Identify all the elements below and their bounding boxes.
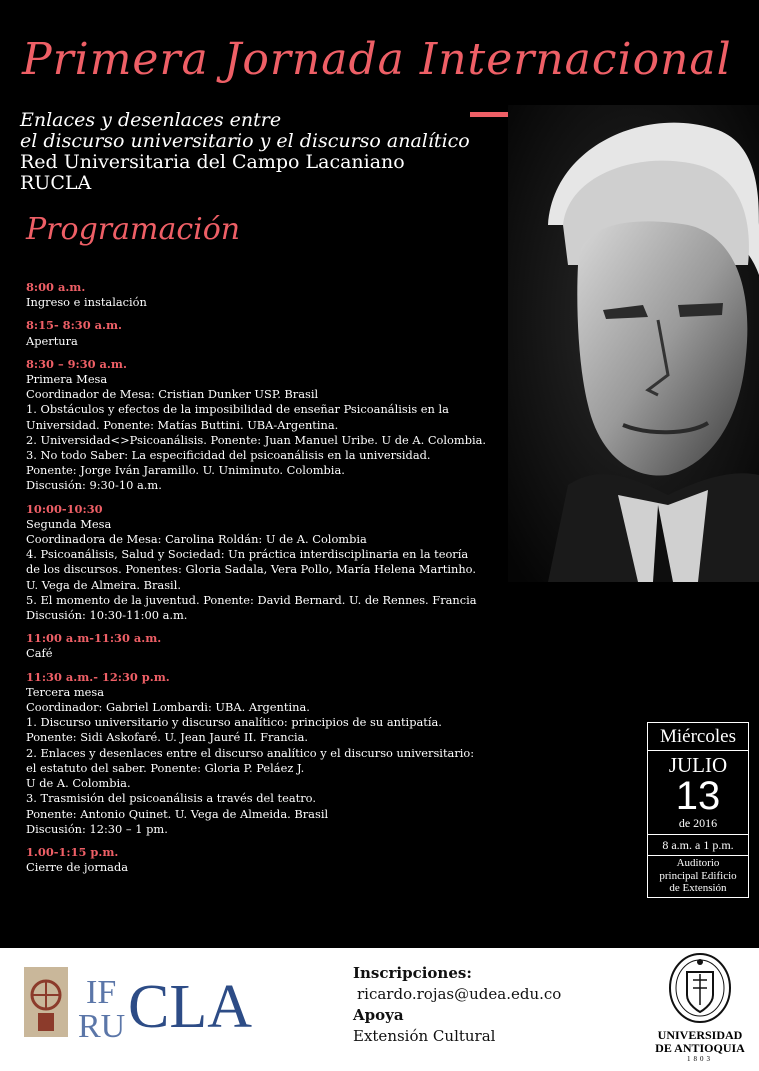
date-main [647, 751, 749, 835]
schedule-text: Coordinador de Mesa: Cristian Dunker USP. Brasil [26, 387, 319, 402]
schedule-time: 8:00 a.m. [26, 280, 86, 294]
schedule-text: 1. Discurso universitario y discurso analítico: principios de su antipatía. [26, 715, 442, 730]
schedule-text: U de A. Colombia. [26, 776, 131, 791]
schedule-text: Ponente: Jorge Iván Jaramillo. U. Uniminuto. Colombia. [26, 463, 345, 478]
network-name: Red Universitaria del Campo Lacaniano [20, 151, 405, 173]
logo-cla: CLA [128, 973, 252, 1041]
schedule-text: Segunda Mesa [26, 516, 112, 531]
schedule-item [26, 631, 496, 661]
apoya-value: Extensión Cultural [353, 1027, 496, 1045]
footer [0, 948, 759, 1071]
schedule-text: Apertura [26, 333, 78, 348]
schedule-text: Discusión: 12:30 – 1 pm. [26, 821, 168, 836]
schedule-time: 1.00-1:15 p.m. [26, 844, 119, 859]
schedule-item [26, 357, 496, 494]
apoya-label: Apoya [353, 1006, 404, 1024]
subtitle-line: Enlaces y desenlaces entre [20, 109, 282, 131]
udea-year: 1803 [687, 1055, 713, 1063]
network-acronym: RUCLA [20, 172, 92, 194]
schedule-text: U. Vega de Almeira. Brasil. [26, 577, 181, 592]
schedule-time: 11:00 a.m-11:30 a.m. [26, 631, 162, 646]
schedule-time: 10:00-10:30 [26, 501, 103, 516]
schedule-text: el estatuto del saber. Ponente: Gloria P. Peláez J. [26, 760, 305, 775]
schedule-text: Café [26, 646, 53, 661]
schedule-time: 8:15- 8:30 a.m. [26, 318, 122, 333]
schedule-text: Ingreso e instalación [26, 295, 147, 310]
date-month: JULIO [668, 753, 728, 777]
schedule-text: Ponente: Antonio Quinet. U. Vega de Almeida. Brasil [26, 806, 329, 821]
schedule-text: Discusión: 9:30-10 a.m. [26, 478, 162, 493]
schedule-text: de los discursos. Ponentes: Gloria Sadala, Vera Pollo, María Helena Martinho. [26, 562, 476, 577]
contact-block [353, 963, 561, 1047]
schedule-item [26, 670, 496, 837]
schedule-text: 4. Psicoanálisis, Salud y Sociedad: Un práctica interdisciplinaria en la teoría [26, 547, 469, 562]
schedule-text: 2. Enlaces y desenlaces entre el discurso analítico y el discurso universitario: [26, 745, 475, 760]
contact-email[interactable]: ricardo.rojas@udea.edu.co [357, 985, 562, 1003]
venue-line: de Extensión [669, 882, 727, 894]
date-venue [647, 856, 749, 898]
schedule-item [26, 318, 496, 348]
subtitle-block [20, 110, 470, 194]
logo-if: IF [86, 974, 117, 1011]
schedule-text: Cierre de jornada [26, 860, 129, 875]
schedule-time: 8:30 – 9:30 a.m. [26, 356, 127, 371]
date-year: de 2016 [678, 816, 718, 830]
date-weekday: Miércoles [647, 722, 749, 751]
schedule-text: 3. No todo Saber: La especificidad del psicoanálisis en la universidad. [26, 448, 431, 463]
venue-line: principal Edificio [659, 869, 737, 882]
schedule-text: Ponente: Sidi Askofaré. U. Jean Jauré II. Francia. [26, 730, 309, 745]
schedule-time: 11:30 a.m.- 12:30 p.m. [26, 669, 170, 684]
udea-seal-icon [665, 950, 735, 1025]
udea-name-line: UNIVERSIDAD [657, 1028, 743, 1042]
venue-line: Auditorio [676, 857, 720, 869]
schedule-item [26, 280, 496, 310]
schedule-text: Coordinador: Gabriel Lombardi: UBA. Argentina. [26, 700, 310, 715]
schedule-text: Tercera mesa [26, 684, 105, 699]
inscripciones-label: Inscripciones: [353, 964, 472, 982]
portrait-photo [508, 105, 759, 582]
udea-logo [655, 950, 745, 1065]
logo-ru: RU [78, 1008, 126, 1045]
event-title: Primera Jornada Internacional [22, 34, 732, 85]
udea-name-line: DE ANTIOQUIA [655, 1041, 745, 1055]
date-box [647, 722, 749, 898]
schedule-item [26, 845, 496, 875]
schedule-text: Universidad. Ponente: Matías Buttini. UBA-Argentina. [26, 417, 339, 432]
date-hours: 8 a.m. a 1 p.m. [647, 835, 749, 856]
schedule-text: 2. Universidad<>Psicoanálisis. Ponente: Juan Manuel Uribe. U de A. Colombia. [26, 432, 487, 447]
schedule-text: Discusión: 10:30-11:00 a.m. [26, 608, 188, 623]
schedule-text: 1. Obstáculos y efectos de la imposibilidad de enseñar Psicoanálisis en la [26, 402, 449, 417]
date-day-number: 13 [675, 774, 721, 818]
schedule-text: 5. El momento de la juventud. Ponente: David Bernard. U. de Rennes. Francia [26, 592, 477, 607]
programacion-heading: Programación [26, 212, 241, 247]
schedule-text: 3. Trasmisión del psicoanálisis a través del teatro. [26, 791, 316, 806]
subtitle-line: el discurso universitario y el discurso analítico [20, 130, 470, 152]
schedule-text: Coordinadora de Mesa: Carolina Roldán: U de A. Colombia [26, 532, 367, 547]
schedule-item [26, 502, 496, 624]
schedule-text: Primera Mesa [26, 372, 108, 387]
ifcla-logo [20, 965, 280, 1045]
schedule [26, 280, 496, 883]
